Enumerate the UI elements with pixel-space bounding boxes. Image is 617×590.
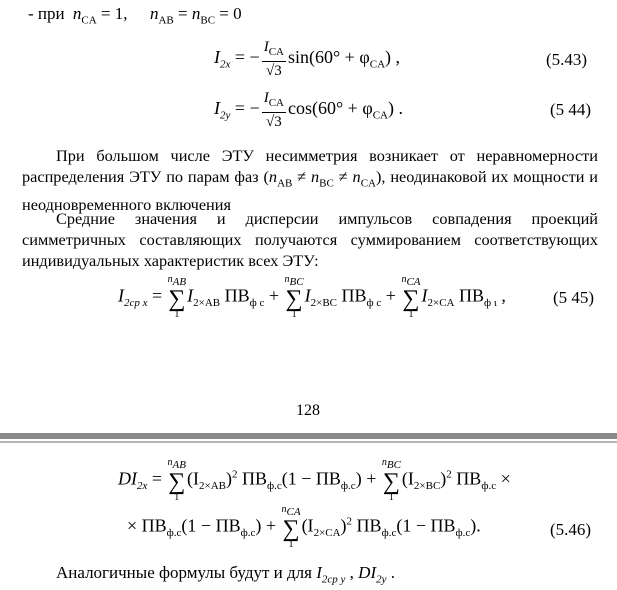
subscript: BC [386,459,401,471]
subscript: 2y [220,109,231,122]
subscript: 2ср x [124,297,148,310]
math-text: ≠ [333,167,353,186]
math-text: (1 − ПВ [181,515,241,536]
math-text: × ПВ [127,515,167,536]
subscript: 2×BC [310,297,337,310]
math-var: I [421,285,428,306]
math-var: DI [358,563,377,582]
subscript: CA [406,276,421,288]
math-text: ) [340,515,347,536]
math-text: cos(60° + φ [287,98,373,119]
subscript: AB [277,177,293,190]
fraction [262,38,286,80]
math-var: I [214,47,220,68]
math-text: ПВ [454,285,484,306]
math-text: ) [225,468,232,489]
subscript: 2x [220,58,231,71]
math-text: ) , [385,47,401,68]
page-break-divider [0,433,617,439]
math-var: I [187,285,194,306]
math-text: = − [230,98,260,119]
math-text: = 1, [96,4,128,23]
paragraph-asymmetry [22,145,598,215]
math-text: = [173,4,192,23]
case-prefix: - при [28,4,65,23]
equation-number-5-44: (5 44) [550,100,592,119]
math-text: + [361,468,381,489]
subscript: BC [319,177,334,190]
denominator: √3 [265,114,282,130]
sum-lower-limit: 1 [174,309,180,320]
subscript: AB [172,459,186,471]
math-text: (1 − ПВ [396,515,456,536]
math-var: n [352,167,361,186]
sum-lower-limit: 1 [388,492,394,503]
subscript: ф.с [340,480,356,493]
sum-lower-limit: 1 [291,309,297,320]
math-text: (I [401,468,414,489]
subscript: BC [200,14,216,27]
case-condition-line [28,3,242,31]
summation-sign [282,505,301,550]
paragraph-text: ), неодинаковой их мощности и неодновременного включения [22,167,599,215]
math-var: n [401,274,407,285]
math-var: I [316,563,322,582]
sigma-symbol: ∑ [168,286,186,312]
subscript: ф.с [381,527,397,540]
sigma-symbol: ∑ [382,469,400,495]
subscript: ф.с [455,527,471,540]
subscript: CA [360,177,376,190]
page-number: 128 [296,402,320,419]
summation-sign [401,275,420,320]
sum-lower-limit: 1 [408,309,414,320]
superscript: 2 [446,468,452,481]
numerator [262,89,286,113]
math-text: = 0 [215,4,242,23]
subscript: 2ср y [321,573,346,586]
equation-number-5-45: (5 45) [553,288,595,307]
math-var: I [263,39,269,55]
math-text: ПВ [451,468,482,489]
math-text: ПВ [352,515,382,536]
superscript: 2 [346,515,353,528]
math-var: DI [118,468,137,489]
subscript: 2×BC [413,480,441,493]
math-text: = − [230,47,260,68]
page-break-divider-line [0,441,617,443]
summation-sign [285,275,304,320]
subscript: CA [81,14,97,27]
math-text: , [345,563,359,582]
math-var: I [118,285,124,306]
sigma-symbol: ∑ [168,469,186,495]
math-text: + [264,285,284,306]
math-text: ) [355,468,362,489]
var-n: n [72,4,82,23]
summation-sign [168,458,186,503]
equation-number-5-43: (5.43) [546,50,588,69]
sigma-symbol: ∑ [282,516,300,542]
math-text: (1 − ПВ [281,468,341,489]
paragraph-text: При большом числе ЭТУ несимметрия возникает от неравномерности распределения ЭТУ по парам фаз ( [22,146,598,186]
math-text: ПВ [237,468,267,489]
subscript: CA [286,506,301,518]
subscript: 2x [137,480,148,493]
math-text: ) [255,515,262,536]
subscript: ф ι [484,297,497,310]
equation-5-43 [214,38,400,80]
math-var: n [167,457,173,468]
var-n: n [149,4,159,23]
subscript: CA [268,46,284,58]
math-var: I [263,90,269,106]
denominator: √3 [265,63,282,79]
subscript: CA [372,109,388,122]
subscript: 2×CA [313,527,341,540]
math-text: (I [187,468,199,489]
paragraph-text: Аналогичные формулы будут и для [56,563,317,582]
subscript: 2y [376,573,387,586]
subscript: 2×AB [199,480,226,493]
equation-5-44 [214,89,403,131]
closing-sentence [56,562,395,590]
math-text: sin(60° + φ [287,47,370,68]
subscript: ф с [366,297,382,310]
paragraph-summation [22,208,598,271]
math-text: ) . [388,98,403,119]
subscript: AB [172,276,187,288]
var-n: n [191,4,201,23]
subscript: ф.с [166,527,182,540]
summation-sign [168,275,186,320]
math-text: = [147,468,167,489]
sigma-symbol: ∑ [402,286,420,312]
math-text: ПВ [337,285,367,306]
paragraph-text: Средние значения и дисперсии импульсов совпадения проекций симметричных составляющих получаются суммированием соответствующих индивидуальных характеристик всех ЭТУ: [22,209,598,270]
math-var: n [167,274,173,285]
subscript: BC [289,276,304,288]
sum-lower-limit: 1 [174,492,180,503]
math-text: (I [301,515,314,536]
math-text: . [386,563,396,582]
math-text: + [381,285,401,306]
equation-5-46-line-1 [118,458,511,503]
math-text: ≠ [292,167,312,186]
math-var: n [284,274,290,285]
sum-lower-limit: 1 [288,539,294,550]
math-text: ). [470,515,481,536]
numerator [262,38,286,62]
subscript: CA [369,58,386,71]
equation-5-46-line-2 [127,505,481,550]
math-text: + [261,515,281,536]
math-var: n [268,167,278,186]
subscript: 2×AB [193,297,221,310]
math-var: n [311,167,320,186]
summation-sign [382,458,401,503]
subscript: ф.с [267,480,282,493]
fraction [262,89,286,131]
math-text: ) [440,468,447,489]
superscript: 2 [231,468,238,481]
math-var: n [381,457,387,468]
equation-5-45 [118,275,506,320]
subscript: ф с [249,297,265,310]
math-var: n [281,504,287,515]
sigma-symbol: ∑ [285,286,303,312]
subscript: CA [268,97,284,109]
subscript: AB [158,14,174,27]
math-text: = [147,285,167,306]
math-var: I [304,285,311,306]
math-text: × [496,468,511,489]
math-var: I [214,98,220,119]
subscript: 2×CA [427,297,455,310]
subscript: ф.с [481,480,497,493]
equation-number-5-46: (5.46) [550,520,592,539]
math-text: ПВ [220,285,250,306]
math-text: , [496,285,506,306]
subscript: ф.с [240,527,256,540]
